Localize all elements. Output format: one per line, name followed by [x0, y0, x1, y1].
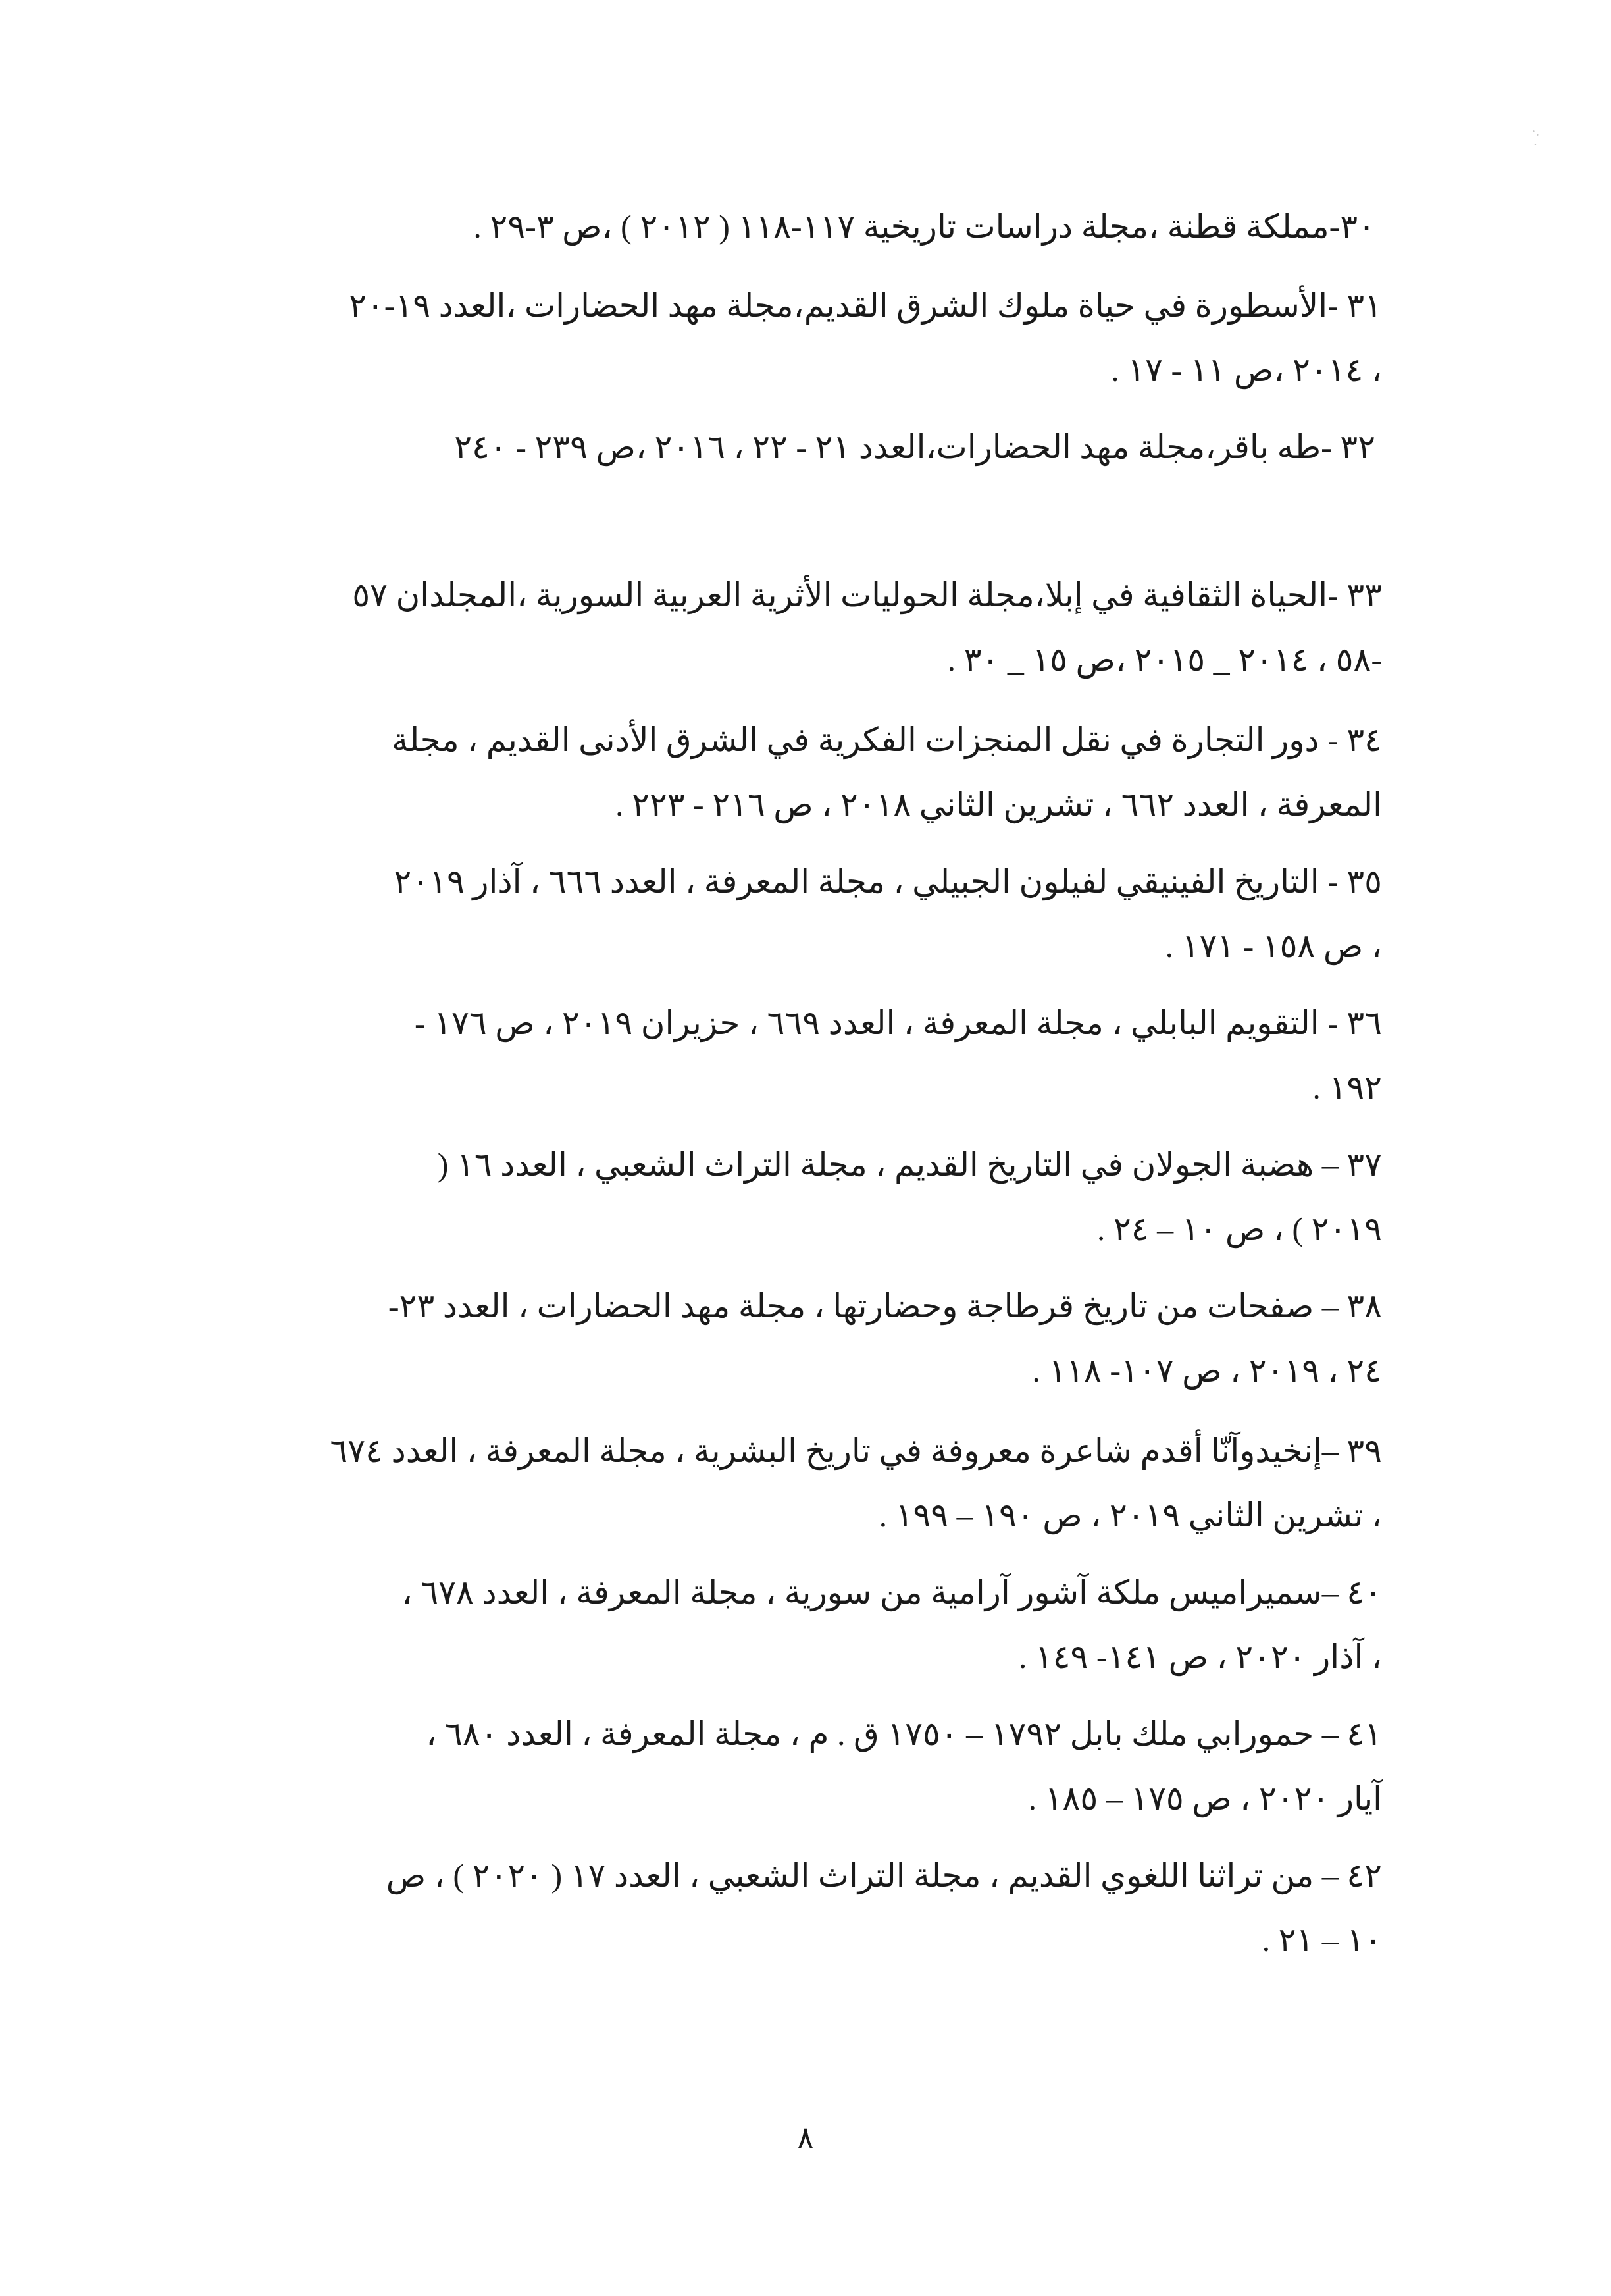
- entry-line: ٣٧ – هضبة الجولان في التاريخ القديم ، مجلة التراث الشعبي ، العدد ١٦ (: [437, 1146, 1382, 1183]
- bibliography-entry-39: [250, 1419, 1382, 1548]
- entry-line: ١٩٢ .: [1312, 1069, 1382, 1106]
- bibliography-entry-35: [270, 849, 1382, 978]
- bibliography-entry-37: [322, 1132, 1382, 1261]
- entry-line: ٣٨ – صفحات من تاريخ قرطاجة وحضارتها ، مجلة مهد الحضارات ، العدد ٢٣-: [388, 1288, 1382, 1324]
- entry-line: المعرفة ، العدد ٦٦٢ ، تشرين الثاني ٢٠١٨ ، ص ٢١٦ - ٢٢٣ .: [615, 786, 1382, 823]
- entry-line: ٤٠ –سميراميس ملكة آشور آرامية من سورية ، مجلة المعرفة ، العدد ٦٧٨ ،: [401, 1574, 1382, 1611]
- entry-line: ٢٤ ، ٢٠١٩ ، ص ١٠٧- ١١٨ .: [1032, 1352, 1382, 1389]
- bibliography-entry-32: [263, 415, 1375, 479]
- entry-line: ٣٣ -الحياة الثقافية في إبلا،مجلة الحوليات الأثرية العربية السورية ،المجلدان ٥٧: [352, 577, 1382, 613]
- entry-line: ، ص ١٥٨ - ١٧١ .: [1165, 927, 1382, 964]
- entry-line: ٢٠١٩ ) ، ص ١٠ – ٢٤ .: [1096, 1211, 1382, 1247]
- bibliography-entry-38: [250, 1274, 1382, 1403]
- entry-line: ، ٢٠١٤ ،ص ١١ - ١٧ .: [1111, 352, 1382, 388]
- entry-line: ٣٤ - دور التجارة في نقل المنجزات الفكرية في الشرق الأدنى القديم ، مجلة: [392, 721, 1382, 758]
- entry-line: ٣٢ -طه باقر،مجلة مهد الحضارات،العدد ٢١ - ٢٢ ، ٢٠١٦ ،ص ٢٣٩ - ٢٤٠: [454, 429, 1375, 465]
- page-number: ٨: [797, 2121, 814, 2154]
- entry-line: ، تشرين الثاني ٢٠١٩ ، ص ١٩٠ – ١٩٩ .: [879, 1497, 1382, 1534]
- entry-line: ٣١ -الأسطورة في حياة ملوك الشرق القديم،مجلة مهد الحضارات ،العدد ١٩-٢٠: [349, 287, 1382, 324]
- entry-line: آيار ٢٠٢٠ ، ص ١٧٥ – ١٨٥ .: [1028, 1780, 1382, 1817]
- bibliography-entry-40: [322, 1560, 1382, 1689]
- entry-line: ٣٠-مملكة قطنة ،مجلة دراسات تاريخية ١١٧-١١٨ ( ٢٠١٢ ) ،ص ٣-٢٩ .: [473, 208, 1375, 245]
- bibliography-entry-30: [309, 194, 1375, 259]
- entry-line: ٣٥ - التاريخ الفينيقي لفيلون الجبيلي ، مجلة المعرفة ، العدد ٦٦٦ ، آذار ٢٠١٩: [394, 863, 1382, 900]
- bibliography-entry-36: [270, 991, 1382, 1120]
- entry-line: ، آذار ٢٠٢٠ ، ص ١٤١- ١٤٩ .: [1018, 1638, 1382, 1675]
- entry-line: ١٠ – ٢١ .: [1262, 1921, 1382, 1958]
- entry-line: ٣٦ - التقويم البابلي ، مجلة المعرفة ، العدد ٦٦٩ ، حزيران ٢٠١٩ ، ص ١٧٦ -: [415, 1004, 1382, 1041]
- entry-line: ٤٢ – من تراثنا اللغوي القديم ، مجلة التراث الشعبي ، العدد ١٧ ( ٢٠٢٠ ) ، ص: [386, 1857, 1382, 1894]
- bibliography-entry-33: [263, 563, 1382, 692]
- bibliography-entry-34: [322, 708, 1382, 837]
- entry-line: -٥٨ ، ٢٠١٤ _ ٢٠١٥ ،ص ١٥ _ ٣٠ .: [947, 641, 1382, 678]
- bibliography-entry-42: [257, 1843, 1382, 1972]
- bibliography-entry-41: [263, 1702, 1382, 1831]
- scan-speck-mark: ·. ·: [1531, 124, 1539, 152]
- entry-line: ٣٩ –إنخيدوآنّا أقدم شاعرة معروفة في تاريخ البشرية ، مجلة المعرفة ، العدد ٦٧٤: [330, 1432, 1382, 1469]
- bibliography-entry-31: [257, 273, 1382, 402]
- entry-line: ٤١ – حمورابي ملك بابل ١٧٩٢ – ١٧٥٠ ق . م ، مجلة المعرفة ، العدد ٦٨٠ ،: [426, 1715, 1382, 1752]
